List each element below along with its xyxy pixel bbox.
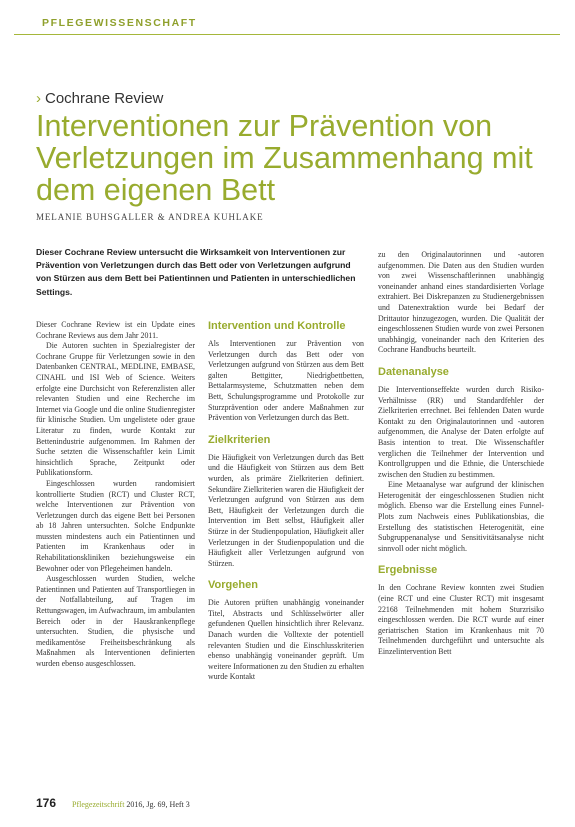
section-label: PFLEGEWISSENSCHAFT <box>42 17 197 29</box>
section-heading: Vorgehen <box>208 579 258 592</box>
text-column-2 <box>208 320 364 683</box>
paragraph: Ausgeschlossen wurden Studien, welche Patientinnen und Patienten auf Transportliegen in der Notfallabteilung, auf Tragen im Rettungswagen, im Aufwachraum, im ambulanten Bereich oder in der Hauskrankenpflege untersuchten. Studien, die physische und medikamentöse Freiheitsbeschränkung als Maßnahmen als Interventionen definierten wurden ebenso ausgeschlossen. <box>36 574 195 668</box>
paragraph: zu den Originalautorinnen und -autoren aufgenommen. Die Daten aus den Studien wurden von zwei Wissenschaftlerinnen unabhängig voneinander anhand eines standardisierten Vorlage extrahiert. Bei Diskrepanzen zu Studienergebnissen und Datenextraktion wurde bei Bedarf der Drittautor hinzugezogen, wurden. Die Qualität der eingeschlossenen Studien wurde von zwei Personen unabhängig, voneinander nach den Kriterien des Cochrane Handbuchs beurteilt. <box>378 250 544 355</box>
journal-name: Pflegezeitschrift <box>72 800 125 809</box>
paragraph: Als Interventionen zur Prävention von Verletzungen durch das Bett oder von Verletzungen aufgrund von Stürzen aus dem Bett galten Bettgitter, Niedrigbettbetten, Bettalarmsysteme, Schutzmatten neben dem Bett, Schulungsprogramme und Protokolle zur Sturzprävention oder andere Maßnahmen zur Prävention von Verletzungen durch das Bett. <box>208 339 364 423</box>
paragraph: In den Cochrane Review konnten zwei Studien (eine RCT und eine Cluster RCT) mit insgesamt 22168 Teilnehmenden mit hohem Sturzrisiko eingeschlossen werden. Die RCT wurde auf einer geriatrischen Station im Krankenhaus mit 70 Teilnehmenden durchgeführt und untersuchte als Einzelintervention Bett <box>378 583 544 656</box>
section-heading: Intervention und Kontrolle <box>208 320 346 332</box>
article-abstract: Dieser Cochrane Review untersucht die Wirksamkeit von Interventionen zur Prävention von Verletzungen durch das Bett oder von Verletzungen aufgrund von Stürzen aus dem Bett bei Patientinnen und Patienten in unterschiedlichen Settings. <box>36 247 356 297</box>
section-heading: Ergebnisse <box>378 564 438 577</box>
paragraph: Die Autoren suchten in Spezialregister der Cochrane Gruppe für Verletzungen sowie in den Datenbanken CENTRAL, MEDLINE, EMBASE, CINAHL und ISI Web of Science. Weiters erfolgte eine Durchsicht von Referenzlisten aller relevanten Studien und eine Recherche im Internet via Google und die online Studienregister für klinische Studien. Um ungelistete oder graue Literatur zu finden, wurde Kontakt zur Bettenindustrie aufgenommen. Im Rahmen der Suche setzten die Wissenschaftler kein Limit hinsichtlich Sprache, Zeitpunkt oder Publikationsform. <box>36 341 195 478</box>
paragraph: Eine Metaanalyse war aufgrund der klinischen Heterogenität der eingeschlossenen Studien nicht möglich. Ebenso war die Erstellung eines Funnel-Plots zum Nachweis eines Publikationsbias, die Erstellung des statistischen Heterogenität, eine Subgruppenanalyse und Sensitivitätsanalyse nicht sinnvoll oder nicht möglich. <box>378 480 544 553</box>
section-header <box>14 12 560 35</box>
paragraph: Dieser Cochrane Review ist ein Update eines Cochrane Reviews aus dem Jahr 2011. <box>36 320 195 340</box>
paragraph: Die Häufigkeit von Verletzungen durch das Bett und die Häufigkeit von Stürzen aus dem Bett wurden, als primäre Zielkriterien definiert. Sekundäre Zielkriterien waren die Häufigkeit der Verletzungen aufgrund von Stürzen aus dem Bett, Häufigkeit der Verletzungen durch die Intervention im Bett selbst, Häufigkeit aller Stürze in der Studienpopulation, Häufigkeit aller Verletzungen in der Studienpopulation und die Häufigkeit aller Verletzungen aufgrund von Stürzen. <box>208 452 364 568</box>
paragraph: Eingeschlossen wurden randomisiert kontrollierte Studien (RCT) und Cluster RCT, welche Interventionen zur Prävention von Verletzungen durch das eigene Bett bei Personen ab 18 Jahren untersuchten. Solche Endpunkte mussten mindestens auch ein Patientinnen und Patienten im Krankenhaus oder in Rehabilitationskliniken beziehungsweise ein Bewohner oder von Pflegeheimen handeln. <box>36 478 195 573</box>
section-heading: Datenanalyse <box>378 365 449 378</box>
article-title: Interventionen zur Prävention von Verletzungen im Zusammenhang mit dem eigenen Bett <box>36 109 533 207</box>
text-column-3 <box>378 250 544 658</box>
journal-citation <box>72 800 190 809</box>
article-kicker <box>36 90 163 107</box>
paragraph: Die Autoren prüften unabhängig voneinander Titel, Abstracts und Schlüsselwörter aller gefundenen Quellen hinsichtlich ihrer Relevanz. Danach wurden die Volltexte der potentiell relevanten Studien und die Einschlusskriterien ebenso unabhängig voneinander geprüft. Um weitere Informationen zu den Studien zu erhalten wurde Kontakt <box>208 598 364 682</box>
journal-meta: 2016, Jg. 69, Heft 3 <box>124 800 190 809</box>
page-number: 176 <box>36 796 57 810</box>
chevron-right-icon: › <box>36 90 41 107</box>
kicker-text: Cochrane Review <box>45 90 164 107</box>
section-heading: Zielkriterien <box>208 433 271 446</box>
text-column-1 <box>36 320 195 670</box>
paragraph: Die Interventionseffekte wurden durch Risiko-Verhältnisse (RR) und Standardfehler der Zielkriterien errechnet. Bei fehlenden Daten wurde Kontakt zu den Originalautorinnen und -autoren aufgenommen, die Analyse der Daten erfolgte auf Basis intention to treat. Die Wissenschaftler verglichen die Teilnehmer der Intervention und Kontrollgruppen und die Ethnie, die Unterschiede zwischen den Studien zu bestimmen. <box>378 384 544 479</box>
article-authors: MELANIE BUHSGALLER & ANDREA KUHLAKE <box>36 212 264 222</box>
